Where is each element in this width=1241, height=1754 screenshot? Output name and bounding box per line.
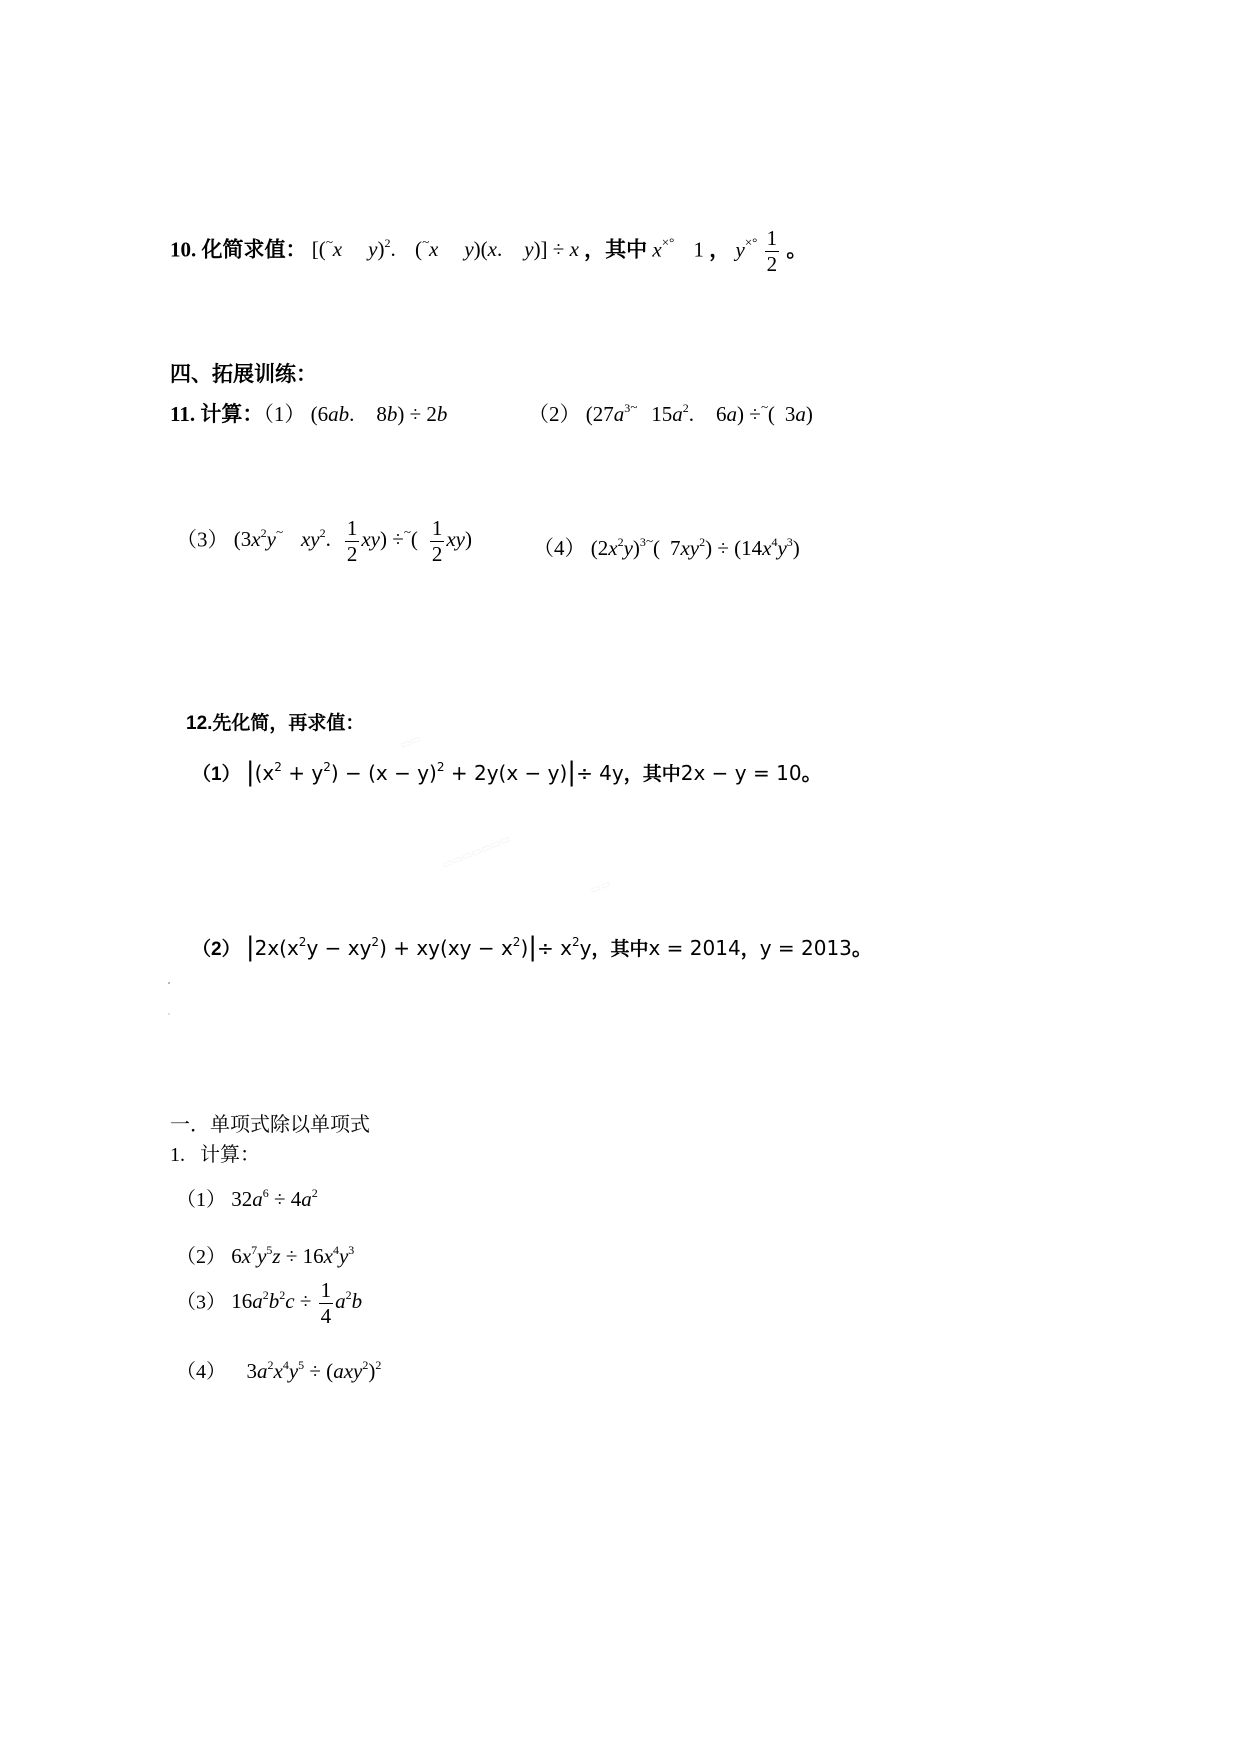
q11-p2-label: （2） [528,402,581,426]
section1-p4-expression: $3a^2x^4y^5 \div (axy^2)^2$ [246,1358,382,1383]
q11-p1-label: （1） [263,402,306,426]
q12-p2-separator: ， [740,939,760,960]
watermark-mark: ▭▭▭▭▭▭▭ [440,832,513,872]
q12-p1-end: 。 [801,762,823,785]
q11-line2-right [533,532,800,562]
q10-line: 10. 化简求值： [(~x y)$^2$. (~x y)(x. y)] ÷ x ，其中 x×° 1 ， y×° $\frac{1}{2}$ 。 [170,226,808,276]
q11-label: 11. 计算： [170,402,264,426]
watermark-mark: ▭▭ [398,732,423,752]
q12-p2-condition-prefix: ，其中 [591,939,649,960]
q10-x-value: 1 [693,237,705,262]
q10-separator: ， [709,237,731,262]
q10-condition-prefix: ，其中 [584,237,648,262]
q12-p2-end: 。 [851,937,873,960]
q11-p4-expression: $(2x^2y)^{3\sim}$( $7xy^2) \div (14x^4y^3)$ [590,533,800,560]
q12-p1-condition-prefix: ，其中 [623,764,681,785]
q10-expression: [(~x y)$^2$. (~x y)(x. y)] ÷ x [311,234,585,262]
q10-end: 。 [786,237,808,262]
section1-item-3 [176,1280,362,1327]
section4-title: 四、拓展训练： [170,362,317,386]
q10-label: 10. 化简求值： [170,237,307,262]
scan-speck [168,1013,170,1015]
q11-p3-label: （3） [176,527,229,552]
section1-p1-label: （1） [176,1189,226,1211]
section1-p2-label: （2） [176,1246,226,1268]
q11-line2 [176,518,472,565]
section1-title: 一．单项式除以单项式 [170,1114,370,1136]
q11-p3-expression: ($3x^2y^\sim$ $xy^2$. $\frac{1}{2}$ xy) ÷~( $\frac{1}{2}$ xy) [233,516,472,566]
section1-item-4 [176,1355,381,1384]
q12-p1-label: （1） [192,764,241,785]
section1-p1-expression: $32a^6 \div 4a^2$ [231,1186,318,1211]
q12-p2-condition-x: x = 2014 [648,936,741,960]
q11-line1 [170,398,447,428]
q12-title: 12.先化简，再求值： [186,713,365,734]
section1-p3-expression: $16a^2b^2c$ ÷ $\frac{1}{4}$ $a^2b$ [231,1278,363,1328]
scan-speck [168,982,170,984]
q11-line1-right [528,398,813,428]
q11-p2-expression: ($27a^{3\sim}$ $15a^2$. 6a) ÷~( 3a) [585,399,813,426]
q11-p1-expression: (6ab. 8b) ÷ 2b [310,402,448,426]
q12-p1-expression: $|(x^2 + y^2) - (x - y)^2 + 2y(x - y)|\div 4y$ [245,757,624,787]
q11-p4-label: （4） [533,536,586,560]
section1-p3-label: （3） [176,1291,226,1314]
section1-p4-label: （4） [176,1361,226,1383]
section1-q1-label: 1. 计算： [170,1144,260,1166]
section1-p2-expression: $6x^7y^5z \div 16x^4y^3$ [231,1243,355,1268]
q12-line1 [192,757,823,787]
watermark-mark: ▭▭ [588,877,613,897]
q12-p2-condition-y: y = 2013 [759,936,852,960]
q10-fraction: $\frac{1}{2}$ [766,226,778,276]
q12-line2 [192,932,873,962]
q12-p1-condition: 2x − y = 10 [680,761,802,785]
section1-item-2 [176,1240,354,1269]
q12-p2-label: （2） [192,939,241,960]
section1-item-1 [176,1183,318,1212]
q12-p2-expression: $|2x(x^2y - xy^2) + xy(xy - x^2)|\div x^2y$ [245,932,592,962]
